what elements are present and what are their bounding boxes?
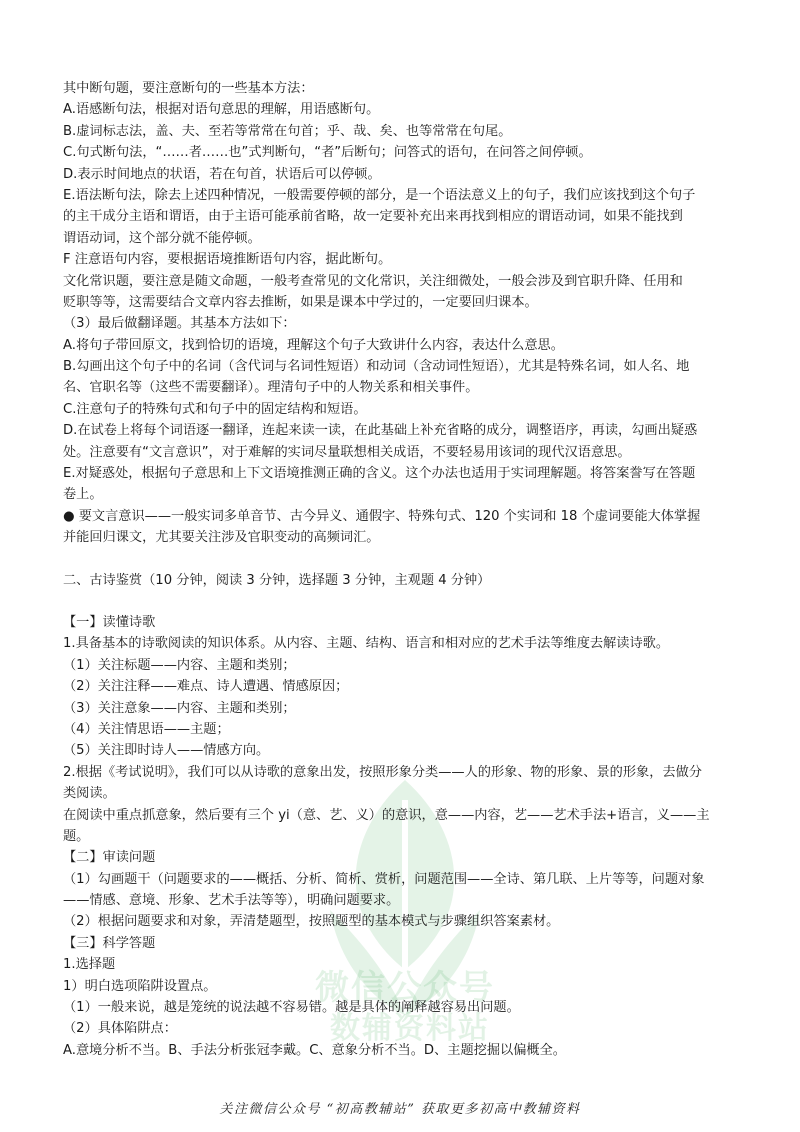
text-line: 1.选择题 [63, 957, 116, 973]
watermark-text-bottom: 数辅资料站 [330, 1011, 490, 1046]
watermark-text-top: 微信公众号 [315, 968, 495, 1008]
text-line: （1）关注标题——内容、主题和类别； [63, 657, 296, 673]
classical-chinese-section [63, 78, 753, 549]
text-line: 【一】读懂诗歌 [63, 614, 156, 630]
text-line: 贬职等等，这需要结合文章内容去推断，如果是课本中学过的，一定要回归课本。 [63, 294, 538, 310]
text-line: ● 要文言意识——一般实词多单音节、古今异义、通假字、特殊句式、120 个实词和 18 个虚词要能大体掌握 [63, 508, 701, 524]
text-line: 类阅读。 [63, 786, 116, 802]
text-line: （3）关注意象——内容、主题和类别； [63, 700, 296, 716]
text-line: 【三】科学答题 [63, 935, 156, 951]
text-line: D.在试卷上将每个词语逐一翻译，连起来读一读，在此基础上补充省略的成分，调整语序，再读，勾画出疑惑 [63, 423, 698, 439]
spacer [63, 549, 753, 570]
text-line: 1.具备基本的诗歌阅读的知识体系。从内容、主题、结构、语言和相对应的艺术手法等维度去解读诗歌。 [63, 636, 670, 652]
text-line: 处。注意要有“文言意识”，对于难解的实词尽量联想相关成语，不要轻易用该词的现代汉语意思。 [63, 444, 631, 460]
text-line: 谓语动词，这个部分就不能停顿。 [63, 230, 261, 246]
text-line: （3）最后做翻译题。其基本方法如下： [63, 316, 296, 332]
text-line: 题。 [63, 828, 90, 844]
document-body [63, 78, 753, 1061]
text-line: 文化常识题，要注意是随文命题，一般考查常见的文化常识，关注细微处，一般会涉及到官职升降、任用和 [63, 273, 683, 289]
text-line: C.注意句子的特殊句式和句子中的固定结构和短语。 [63, 401, 367, 417]
text-line: ——情感、意境、形象、艺术手法等等），明确问题要求。 [63, 893, 400, 909]
text-line: （4）关注情思语——主题； [63, 721, 230, 737]
text-line: （1）勾画题干（问题要求的——概括、分析、简析、赏析，问题范围——全诗、第几联、上片等等，问题对象 [63, 871, 705, 887]
text-line: F 注意语句内容，要根据语境推断语句内容，据此断句。 [63, 252, 392, 268]
text-line: 1）明白选项陷阱设置点。 [63, 978, 217, 994]
poetry-appreciation-section [63, 612, 753, 1061]
text-line: D.表示时间地点的状语，若在句首，状语后可以停顿。 [63, 166, 381, 182]
text-line: 并能回归课文，尤其要关注涉及官职变动的高频词汇。 [63, 530, 380, 546]
text-line: 【二】审读问题 [63, 850, 156, 866]
text-line: B.勾画出这个句子中的名词（含代词与名词性短语）和动词（含动词性短语），尤其是特殊名词，如人名、地 [63, 359, 690, 375]
text-line: （2）根据问题要求和对象，弄清楚题型，按照题型的基本模式与步骤组织答案素材。 [63, 914, 560, 930]
text-line: A.将句子带回原文，找到恰切的语境，理解这个句子大致讲什么内容，表达什么意思。 [63, 337, 564, 353]
page-footer: 关注微信公众号 “初高教辅站” 获取更多初高中教辅资料 [219, 1102, 581, 1117]
spacer [63, 591, 753, 612]
text-line: A.语感断句法，根据对语句意思的理解，用语感断句。 [63, 102, 380, 118]
text-line: C.句式断句法，“……者……也”式判断句，“者”后断句；问答式的语句，在问答之间停顿。 [63, 145, 592, 161]
text-line: A.意境分析不当。B、手法分析张冠李戴。C、意象分析不当。D、主题挖掘以偏概全。 [63, 1042, 566, 1058]
section-heading: 二、古诗鉴赏（10 分钟，阅读 3 分钟，选择题 3 分钟，主观题 4 分钟） [63, 572, 491, 588]
text-line: 在阅读中重点抓意象，然后要有三个 yi（意、艺、义）的意识，意——内容，艺——艺术手法+语言，义——主 [63, 807, 710, 823]
text-line: B.虚词标志法，盖、夫、至若等常常在句首；乎、哉、矣、也等常常在句尾。 [63, 123, 512, 139]
text-line: E.语法断句法，除去上述四种情况，一般需要停顿的部分，是一个语法意义上的句子，我们应该找到这个句子 [63, 187, 696, 203]
text-line: E.对疑惑处，根据句子意思和上下文语境推测正确的含义。这个办法也适用于实词理解题。将答案誊写在答题 [63, 466, 696, 482]
text-line: 其中断句题，要注意断句的一些基本方法： [63, 81, 314, 96]
text-line: 名、官职名等（这些不需要翻译）。理清句子中的人物关系和相关事件。 [63, 380, 479, 396]
text-line: 卷上。 [63, 487, 103, 503]
text-line: （5）关注即时诗人——情感方向。 [63, 743, 270, 759]
text-line: （2）具体陷阱点： [63, 1021, 177, 1037]
text-line: 2.根据《考试说明》，我们可以从诗歌的意象出发，按照形象分类——人的形象、物的形象、景的形象，去做分 [63, 764, 702, 780]
text-line: （2）关注注释——难点、诗人遭遇、情感原因； [63, 679, 349, 695]
text-line: 的主干成分主语和谓语，由于主语可能承前省略，故一定要补充出来再找到相应的谓语动词，如果不能找到 [63, 209, 683, 225]
text-line: （1）一般来说，越是笼统的说法越不容易错。越是具体的阐释越容易出问题。 [63, 1000, 520, 1016]
